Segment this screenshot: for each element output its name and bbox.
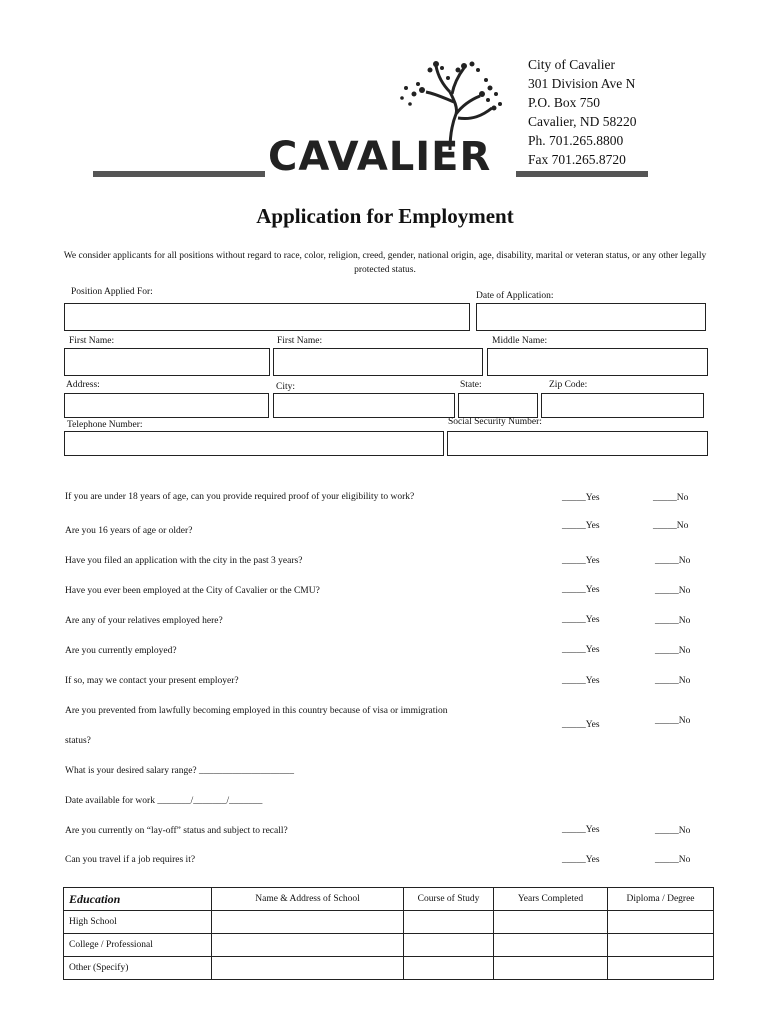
state-label: State: [460,380,482,390]
address-line: Fax 701.265.8720 [528,152,626,167]
city-address-block [528,55,637,169]
header-rule-left [93,171,265,177]
ssn-field[interactable] [447,431,708,456]
first-name-field[interactable] [64,348,270,376]
yes-blank[interactable]: _____Yes [562,493,600,503]
address-line: Ph. 701.265.8800 [528,133,624,148]
first-name-label-2: First Name: [277,336,323,346]
table-row [64,957,714,980]
table-cell[interactable] [212,911,404,934]
question-text: Are any of your relatives employed here? [65,616,223,626]
table-cell[interactable] [212,934,404,957]
question-text: If so, may we contact your present employer? [65,676,239,686]
middle-name-label: Middle Name: [492,336,548,346]
table-cell[interactable] [404,911,494,934]
table-cell[interactable] [608,934,714,957]
column-header: Years Completed [494,888,608,911]
equal-opportunity-notice: We consider applicants for all positions without regard to race, color, religion, creed, gender, national origin, age, disability, marital or veteran status, or any other legally protected status. [63,251,707,275]
yes-blank[interactable]: _____Yes [562,645,600,655]
question-text: Have you ever been employed at the City of Cavalier or the CMU? [65,586,320,596]
position-field[interactable] [64,303,470,331]
education-table [63,887,714,980]
column-header: Diploma / Degree [608,888,714,911]
yes-blank[interactable]: _____Yes [562,825,600,835]
no-blank[interactable]: _____No [655,616,691,626]
no-blank[interactable]: _____No [655,646,691,656]
address-line: City of Cavalier [528,57,615,72]
address-line: P.O. Box 750 [528,95,601,110]
first-name-label: First Name: [69,336,115,346]
telephone-field[interactable] [64,431,444,456]
state-field[interactable] [458,393,538,418]
table-cell[interactable] [494,934,608,957]
address-line: Cavalier, ND 58220 [528,114,637,129]
zip-label: Zip Code: [549,380,588,390]
date-label: Date of Application: [476,291,554,301]
table-cell[interactable] [404,957,494,980]
yes-blank[interactable]: _____Yes [562,676,600,686]
no-blank[interactable]: _____No [655,716,691,726]
table-row [64,911,714,934]
question-text: Have you filed an application with the city in the past 3 years? [65,556,303,566]
question-text-continued: status? [65,736,91,746]
table-cell[interactable] [608,957,714,980]
table-row [64,888,714,911]
no-blank[interactable]: _____No [655,556,691,566]
row-label: College / Professional [64,934,212,957]
row-label: High School [64,911,212,934]
question-text: Are you prevented from lawfully becoming employed in this country because of visa or immigration [65,706,448,716]
position-label: Position Applied For: [71,287,153,297]
no-blank[interactable]: _____No [653,521,689,531]
address-label: Address: [66,380,100,390]
city-field[interactable] [273,393,455,418]
yes-blank[interactable]: _____Yes [562,720,600,730]
table-row [64,934,714,957]
date-available-line[interactable]: Date available for work _______/_______/_______ [65,796,263,806]
first-name-field-2[interactable] [273,348,483,376]
table-cell[interactable] [494,957,608,980]
table-cell[interactable] [494,911,608,934]
yes-blank[interactable]: _____Yes [562,615,600,625]
education-heading: Education [64,888,212,911]
page-title: Application for Employment [256,204,514,228]
no-blank[interactable]: _____No [655,826,691,836]
table-cell[interactable] [608,911,714,934]
question-text: Are you 16 years of age or older? [65,526,193,536]
question-text: Are you currently employed? [65,646,177,656]
question-text: Can you travel if a job requires it? [65,855,196,865]
table-cell[interactable] [212,957,404,980]
yes-blank[interactable]: _____Yes [562,585,600,595]
zip-field[interactable] [541,393,704,418]
question-text: Are you currently on “lay-off” status and subject to recall? [65,826,288,836]
yes-blank[interactable]: _____Yes [562,521,600,531]
yes-blank[interactable]: _____Yes [562,855,600,865]
row-label: Other (Specify) [64,957,212,980]
middle-name-field[interactable] [487,348,708,376]
column-header: Course of Study [404,888,494,911]
column-header: Name & Address of School [212,888,404,911]
telephone-label: Telephone Number: [67,420,143,430]
logo-wordmark: CAVALIER [268,134,492,180]
no-blank[interactable]: _____No [655,676,691,686]
date-field[interactable] [476,303,706,331]
question-text: If you are under 18 years of age, can you provide required proof of your eligibility to work? [65,492,415,502]
address-line: 301 Division Ave N [528,76,636,91]
no-blank[interactable]: _____No [653,493,689,503]
header-rule-right [516,171,648,177]
address-field[interactable] [64,393,269,418]
salary-range-line[interactable]: What is your desired salary range? ____________________ [65,766,295,776]
yes-blank[interactable]: _____Yes [562,556,600,566]
table-cell[interactable] [404,934,494,957]
no-blank[interactable]: _____No [655,586,691,596]
city-label: City: [276,382,296,392]
no-blank[interactable]: _____No [655,855,691,865]
ssn-label: Social Security Number: [448,417,542,427]
